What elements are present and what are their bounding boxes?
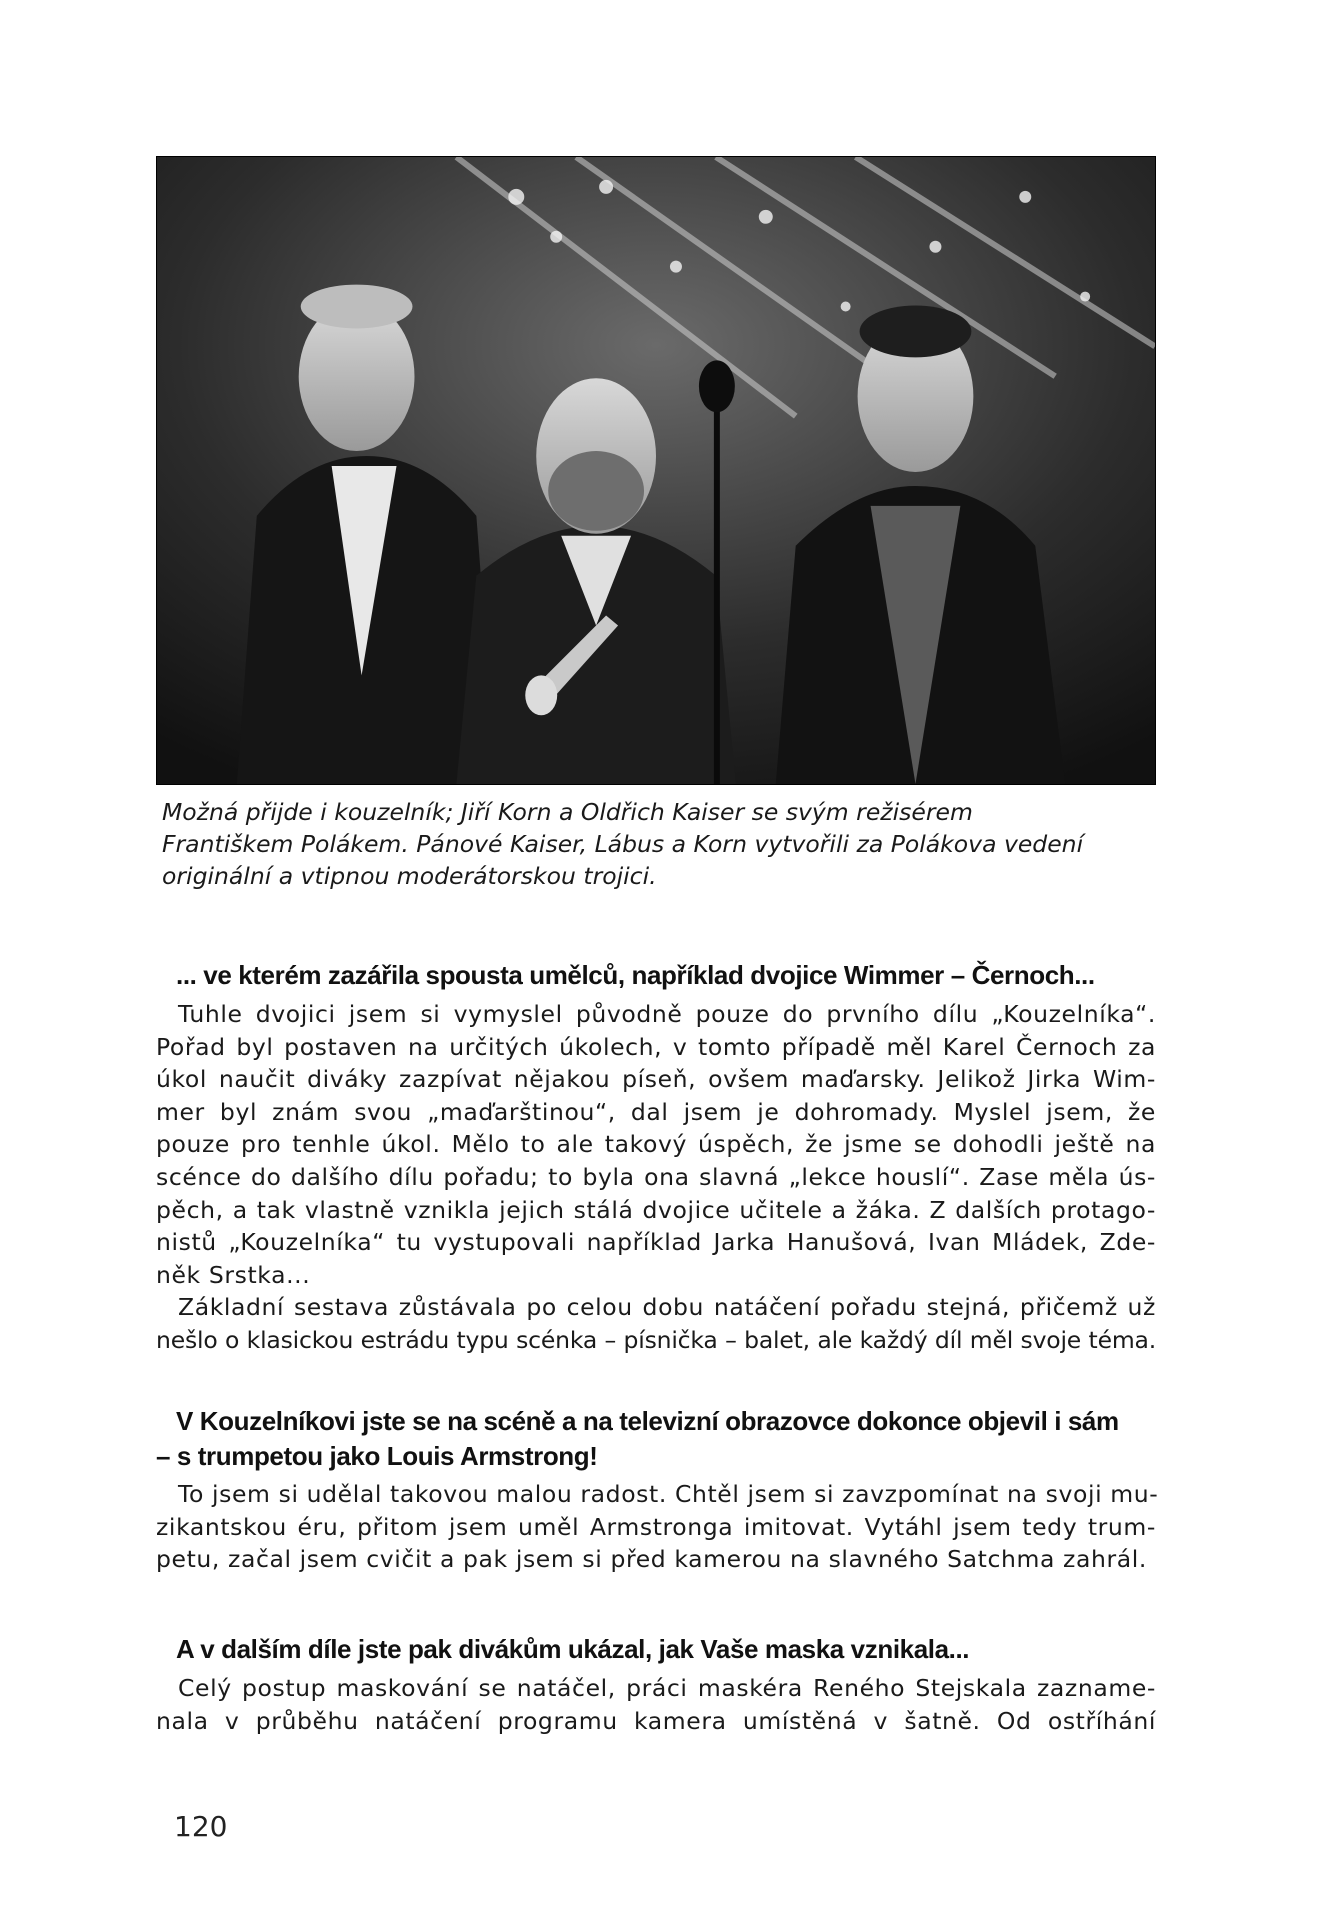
text-line: úkol naučit diváky zazpívat nějakou píseň, ovšem maďarsky. Jelikož Jirka Wim- (156, 1065, 1156, 1094)
photo-illustration (157, 157, 1155, 784)
interview-question: ... ve kterém zazářila spousta umělců, například dvojice Wimmer – Černoch... (176, 960, 1095, 990)
text-line: nistů „Kouzelníka“ tu vystupovali například Jarka Hanušová, Ivan Mládek, Zde- (156, 1228, 1156, 1257)
text-line: zikantskou éru, přitom jsem uměl Armstronga imitovat. Vytáhl jsem tedy trum- (156, 1512, 1156, 1541)
interview-question (156, 1404, 1156, 1474)
question-line: – s trumpetou jako Louis Armstrong! (156, 1441, 598, 1471)
page-number: 120 (174, 1810, 228, 1843)
question-line: V Kouzelníkovi jste se na scéně a na televizní obrazovce dokonce objevil i sám (176, 1406, 1119, 1436)
photo-caption (162, 796, 1162, 892)
text-line: Pořad byl postaven na určitých úkolech, v tomto případě měl Karel Černoch za (156, 1032, 1156, 1061)
text-line: pouze pro tenhle úkol. Mělo to ale takový úspěch, že jsme se dohodli ještě na (156, 1130, 1156, 1159)
text-line: Základní sestava zůstávala po celou dobu natáčení pořadu stejná, přičemž už (178, 1293, 1156, 1322)
text-line: nala v průběhu natáčení programu kamera umístěná v šatně. Od ostříhání (156, 1706, 1156, 1735)
text-line: Celý postup maskování se natáčel, práci maskéra Reného Stejskala zazname- (178, 1674, 1156, 1702)
text-line: Tuhle dvojici jsem si vymyslel původně pouze do prvního dílu „Kouzelníka“. (178, 1000, 1156, 1028)
text-line: pěch, a tak vlastně vznikla jejich stálá dvojice učitele a žáka. Z dalších protago- (156, 1195, 1156, 1224)
text-line: mer byl znám svou „maďarštinou“, dal jsem je dohromady. Myslel jsem, že (156, 1097, 1156, 1126)
text-line: scénce do dalšího dílu pořadu; to byla ona slavná „lekce houslí“. Zase měla ús- (156, 1162, 1156, 1191)
text-line: něk Srstka... (156, 1260, 311, 1289)
text-line: petu, začal jsem cvičit a pak jsem si před kamerou na slavného Satchma zahrál. (156, 1545, 1147, 1574)
stage-photo (156, 156, 1156, 785)
interview-answer (156, 998, 1156, 1357)
interview-question: A v dalším díle jste pak divákům ukázal, jak Vaše maska vznikala... (176, 1634, 970, 1664)
interview-answer (156, 1672, 1156, 1737)
caption-line: originální a vtipnou moderátorskou trojici. (162, 862, 657, 890)
interview-answer (156, 1478, 1159, 1576)
text-line: To jsem si udělal takovou malou radost. Chtěl jsem si zavzpomínat na svoji mu- (178, 1480, 1159, 1508)
caption-line: Františkem Polákem. Pánové Kaiser, Lábus a Korn vytvořili za Polákova vedení (162, 830, 1084, 858)
text-line: nešlo o klasickou estrádu typu scénka – písnička – balet, ale každý díl měl svoje téma. (156, 1325, 1156, 1354)
caption-line: Možná přijde i kouzelník; Jiří Korn a Oldřich Kaiser se svým režisérem (162, 798, 973, 826)
